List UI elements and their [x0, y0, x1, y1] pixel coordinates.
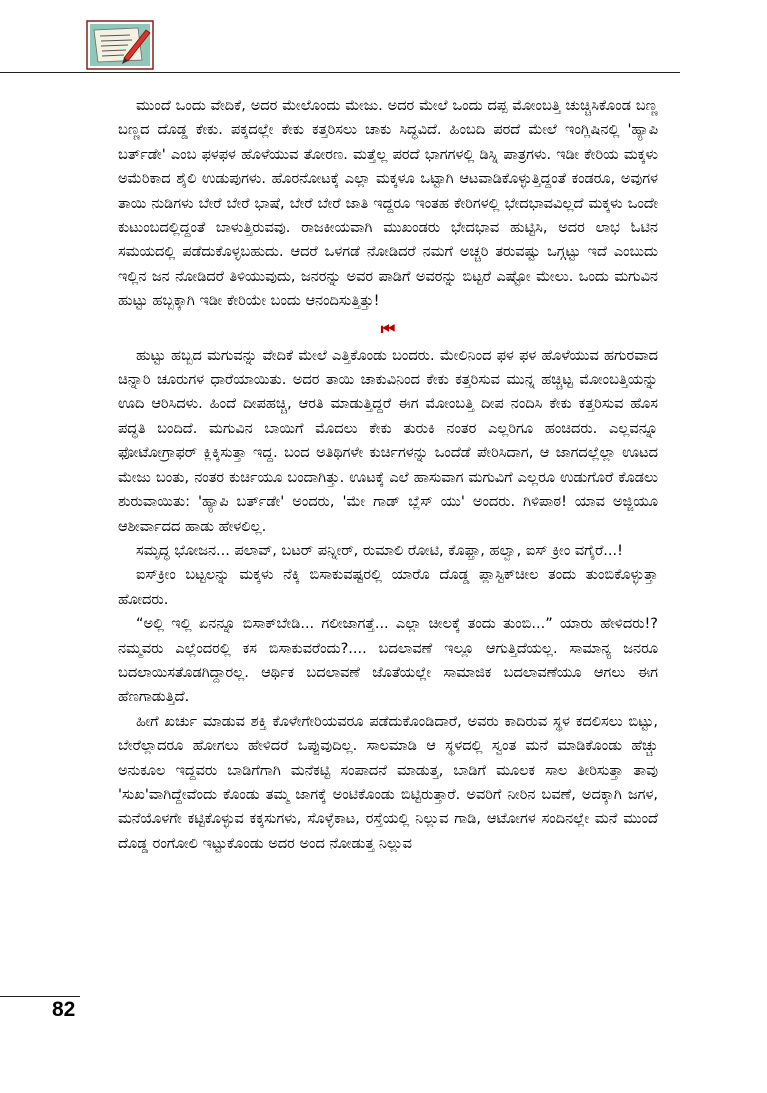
page-number: 82 — [52, 998, 76, 1021]
paragraph: ಸಮೃದ್ಧ ಭೋಜನ... ಪಲಾವ್, ಬಟರ್ ಪನ್ನೀರ್, ರುಮಾಲಿ ರೋಟಿ, ಕೊಫ್ತಾ, ಹಲ್ವಾ, ಐಸ್ ಕ್ರೀಂ ವಗೈರೆ...! — [136, 542, 623, 559]
paragraph: ಹೀಗೆ ಖರ್ಚು ಮಾಡುವ ಶಕ್ತಿ ಕೊಳೇಗೇರಿಯವರೂ ಪಡೆದುಕೊಂಡಿದಾರೆ, ಅವರು ಕಾದಿರುವ ಸ್ಥಳ ಕದಲಿಸಲು ಬಿಟ್ಟು, ಬೇರೆಲ್ಲಾದರೂ ಹೋಗಲು ಹೇಳಿದರೆ ಒಪ್ಪುವುದಿಲ್ಲ. ಸಾಲಮಾಡಿ ಆ ಸ್ಥಳದಲ್ಲಿ ಸ್ವಂತ ಮನೆ ಮಾಡಿಕೊಂಡು ಹೆಚ್ಚು ಅನುಕೂಲ ಇದ್ದವರು ಬಾಡಿಗೆಗಾಗಿ ಮನೆಕಟ್ಟಿ ಸಂಪಾದನೆ ಮಾಡುತ್ತ, ಬಾಡಿಗೆ ಮೂಲಕ ಸಾಲ ತೀರಿಸುತ್ತಾ ತಾವು 'ಸುಖ'ವಾಗಿದ್ದೇವೆಂದು ಕೊಂಡು ತಮ್ಮ ಜಾಗಕ್ಕೆ ಅಂಟಿಕೊಂಡು ಬಿಟ್ಟಿರುತ್ತಾರೆ. ಅವರಿಗೆ ನೀರಿನ ಬವಣೆ, ಅದಕ್ಕಾಗಿ ಜಗಳ, ಮನೆಯೊಳಗೇ ಕಟ್ಟಿಕೊಳ್ಳುವ ಕಕ್ಕಸುಗಳು, ಸೊಳ್ಳೆಕಾಟ, ರಸ್ತೆಯಲ್ಲಿ ನಿಲ್ಲುವ ಗಾಡಿ, ಆಟೋಗಳ ಸಂದಿನಲ್ಲೇ ಮನೆ ಮುಂದೆ ದೊಡ್ಡ ರಂಗೋಲಿ ಇಟ್ಟುಕೊಂಡು ಅದರ ಅಂದ ನೋಡುತ್ತ ನಿಲ್ಲುವ — [118, 713, 658, 852]
paragraph: ಮುಂದೆ ಒಂದು ವೇದಿಕೆ, ಅದರ ಮೇಲೊಂದು ಮೇಜು. ಅದರ ಮೇಲೆ ಒಂದು ದಪ್ಪ ಮೋಂಬತ್ತಿ ಚುಚ್ಚಿಸಿಕೊಂಡ ಬಣ್ಣ ಬಣ್ಣದ ದೊಡ್ಡ ಕೇಕು. ಪಕ್ಕದಲ್ಲೇ ಕೇಕು ಕತ್ತರಿಸಲು ಚಾಕು ಸಿದ್ಧವಿದೆ. ಹಿಂಬದಿ ಪರದೆ ಮೇಲೆ ಇಂಗ್ಲಿಷಿನಲ್ಲಿ 'ಹ್ಯಾಪಿ ಬರ್ತ್‌ಡೇ' ಎಂಬ ಫಳಫಳ ಹೊಳೆಯುವ ತೋರಣ. ಮತ್ತೆಲ್ಲ ಪರದೆ ಭಾಗಗಳಲ್ಲಿ ಡಿಸ್ನಿ ಪಾತ್ರಗಳು. ಇಡೀ ಕೇರಿಯ ಮಕ್ಕಳು ಅಮೆರಿಕಾದ ಶೈಲಿ ಉಡುಪುಗಳು. ಹೊರನೋಟಕ್ಕೆ ಎಲ್ಲಾ ಮಕ್ಕಳೂ ಒಟ್ಟಾಗಿ ಆಟವಾಡಿಕೊಳ್ಳುತ್ತಿದ್ದಂತೆ ಕಂಡರೂ, ಅವುಗಳ ತಾಯಿ ನುಡಿಗಳು ಬೇರೆ ಬೇರೆ ಭಾಷೆ, ಬೇರೆ ಬೇರೆ ಜಾತಿ ಇದ್ದರೂ ಇಂತಹ ಕೇರಿಗಳಲ್ಲಿ ಭೇದಭಾವವಿಲ್ಲದೆ ಮಕ್ಕಳು ಒಂದೇ ಕುಟುಂಬದಲ್ಲಿದ್ದಂತೆ ಬಾಳುತ್ತಿರುವವು. ರಾಜಕೀಯವಾಗಿ ಮುಖಂಡರು ಭೇದಭಾವ ಹುಟ್ಟಿಸಿ, ಅದರ ಲಾಭ ಓಟಿನ ಸಮಯದಲ್ಲಿ ಪಡೆದುಕೊಳ್ಳಬಹುದು. ಆದರೆ ಒಳಗಡೆ ನೋಡಿದರೆ ನಮಗೆ ಅಚ್ಚರಿ ತರುವಷ್ಟು ಒಗ್ಗಟ್ಟು ಇದೆ ಎಂಬುದು ಇಲ್ಲಿನ ಜನ ನೋಡಿದರೆ ತಿಳಿಯುವುದು, ಜನರನ್ನು ಅವರ ಪಾಡಿಗೆ ಅವರನ್ನು ಬಿಟ್ಟರೆ ಎಷ್ಟೋ ಮೇಲು. ಒಂದು ಮಗುವಿನ ಹುಟ್ಟು ಹಬ್ಬಕ್ಕಾಗಿ ಇಡೀ ಕೇರಿಯೇ ಬಂದು ಆನಂದಿಸುತ್ತಿತ್ತು! — [118, 98, 658, 310]
rewind-icon: ⏮ — [380, 318, 396, 338]
paragraph: ಐಸ್‌ಕ್ರೀಂ ಬಟ್ಟಲನ್ನು ಮಕ್ಕಳು ನೆಕ್ಕಿ ಬಿಸಾಕುವಷ್ಟರಲ್ಲಿ ಯಾರೊ ದೊಡ್ಡ ಪ್ಲಾಸ್ಟಿಕ್‌ಚೀಲ ತಂದು ತುಂಬಿಕೊಳ್ಳುತ್ತಾ ಹೋದರು. — [118, 567, 658, 608]
writing-paper-pen-icon — [86, 20, 154, 70]
header-rule — [0, 72, 680, 73]
footer-rule — [0, 996, 80, 997]
article-body — [118, 94, 658, 856]
paragraph: ಹುಟ್ಟು ಹಬ್ಬದ ಮಗುವನ್ನು ವೇದಿಕೆ ಮೇಲೆ ಎತ್ತಿಕೊಂಡು ಬಂದರು. ಮೇಲಿನಿಂದ ಫಳ ಫಳ ಹೊಳೆಯುವ ಹಗುರವಾದ ಚಿನ್ನಾರಿ ಚೂರುಗಳ ಧಾರೆಯಾಯಿತು. ಅದರ ತಾಯಿ ಚಾಕುವಿನಿಂದ ಕೇಕು ಕತ್ತರಿಸುವ ಮುನ್ನ ಹಚ್ಚಿಟ್ಟ ಮೋಂಬತ್ತಿಯನ್ನು ಊದಿ ಆರಿಸಿದಳು. ಹಿಂದೆ ದೀಪಹಚ್ಚಿ, ಆರತಿ ಮಾಡುತ್ತಿದ್ದರೆ ಈಗ ಮೋಂಬತ್ತಿ ದೀಪ ನಂದಿಸಿ ಕೇಕು ಕತ್ತರಿಸುವ ಹೊಸ ಪದ್ಧತಿ ಬಂದಿದೆ. ಮಗುವಿನ ಬಾಯಿಗೆ ಮೊದಲು ಕೇಕು ತುರುಕಿ ನಂತರ ಎಲ್ಲರಿಗೂ ಹಂಚಿದರು. ಎಲ್ಲವನ್ನೂ ಫೋಟೋಗ್ರಾಫರ್ ಕ್ಲಿಕ್ಕಿಸುತ್ತಾ ಇದ್ದ. ಬಂದ ಅತಿಥಿಗಳೇ ಕುರ್ಚಿಗಳನ್ನು ಒಂದೆಡೆ ಪೇರಿಸಿದಾಗ, ಆ ಜಾಗದಲ್ಲೆಲ್ಲಾ ಊಟದ ಮೇಜು ಬಂತು, ನಂತರ ಕುರ್ಚಿಯೂ ಬಂದಾಗಿತ್ತು. ಊಟಕ್ಕೆ ಎಲೆ ಹಾಸುವಾಗ ಮಗುವಿಗೆ ಎಲ್ಲರೂ ಉಡುಗೊರೆ ಕೊಡಲು ಶುರುವಾಯಿತು: 'ಹ್ಯಾಪಿ ಬರ್ತ್‌ಡೇ' ಅಂದರು, 'ಮೇ ಗಾಡ್ ಬ್ಲೆಸ್ ಯು' ಅಂದರು. ಗಿಳಿಪಾಠ! ಯಾವ ಅಜ್ಜಿಯೂ ಆಶೀರ್ವಾದದ ಹಾಡು ಹೇಳಲಿಲ್ಲ. — [118, 347, 658, 535]
paragraph: “ಅಲ್ಲಿ ಇಲ್ಲಿ ಏನನ್ನೂ ಬಿಸಾಕ್‌ಬೇಡಿ... ಗಲೀಜಾಗತ್ತೆ... ಎಲ್ಲಾ ಚೀಲಕ್ಕೆ ತಂದು ತುಂಬಿ...” ಯಾರು ಹೇಳಿದರು!? ನಮ್ಮವರು ಎಲ್ಲೆಂದರಲ್ಲಿ ಕಸ ಬಿಸಾಕುವರೆಂದು?.... ಬದಲಾವಣೆ ಇಲ್ಲೂ ಆಗುತ್ತಿದೆಯಲ್ಲ. ಸಾಮಾನ್ಯ ಜನರೂ ಬದಲಾಯಿಸತೊಡಗಿದ್ದಾರಲ್ಲ. ಆರ್ಥಿಕ ಬದಲಾವಣೆ ಜೊತೆಯಲ್ಲೇ ಸಾಮಾಜಿಕ ಬದಲಾವಣೆಯೂ ಆಗಲು ಈಗ ಹೆಣಗಾಡುತ್ತಿದೆ. — [118, 616, 658, 706]
